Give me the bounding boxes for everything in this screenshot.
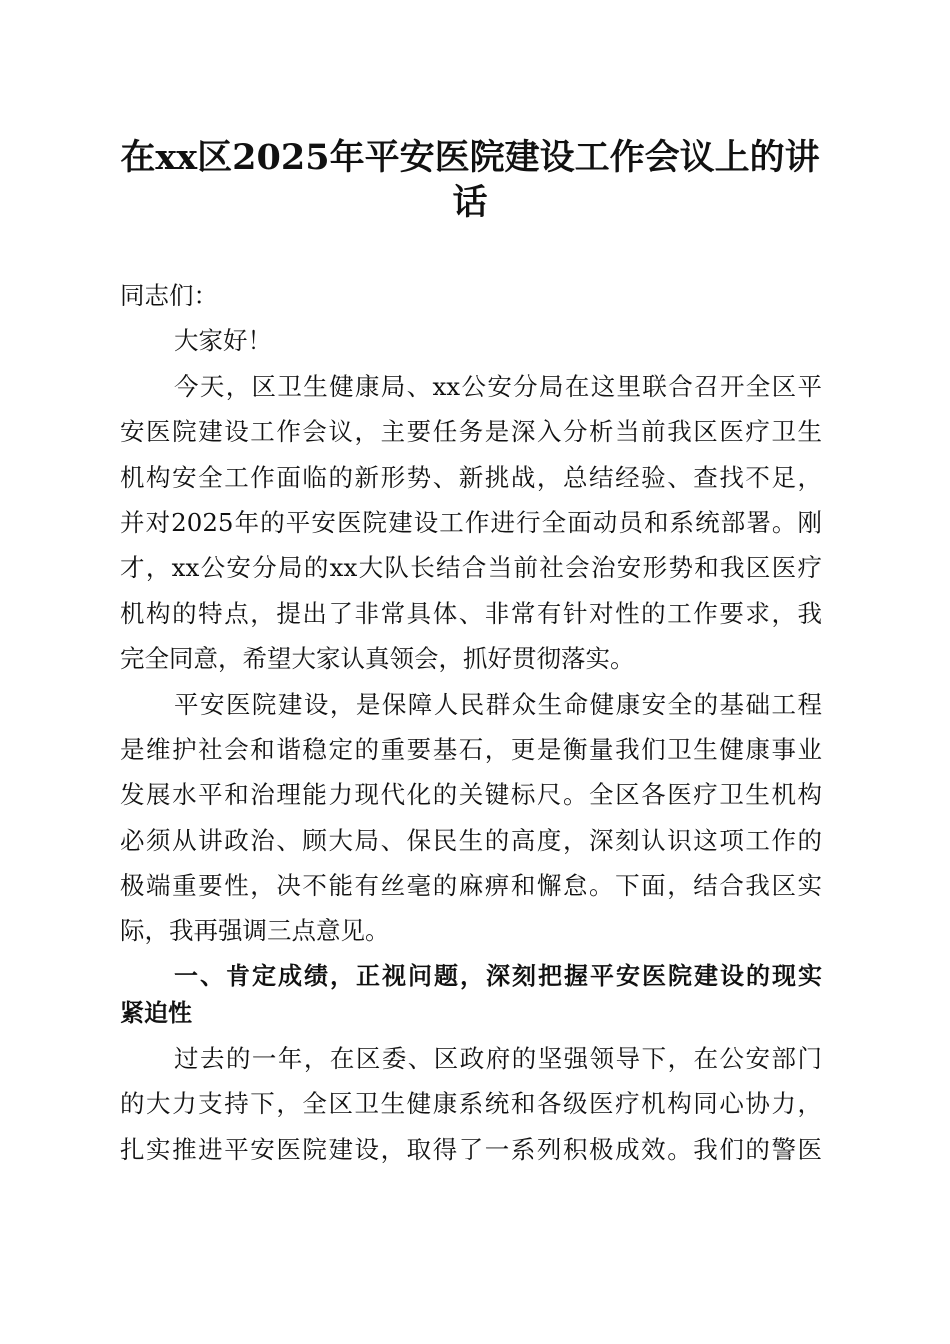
text-line: 扎实推进平安医院建设，取得了一系列积极成效。我们的警医 xyxy=(120,1134,822,1164)
text-line: 必须从讲政治、顾大局、保民生的高度，深刻认识这项工作的 xyxy=(120,825,822,855)
text-line: 安医院建设工作会议，主要任务是深入分析当前我区医疗卫生 xyxy=(120,417,822,447)
text-line: 紧迫性 xyxy=(120,998,192,1027)
paragraph xyxy=(120,318,822,363)
title-line-1: 在xx区2025年平安医院建设工作会议上的讲 xyxy=(120,137,820,178)
text-line: 今天，区卫生健康局、xx公安分局在这里联合召开全区平 xyxy=(174,371,822,401)
text-line: 机构安全工作面临的新形势、新挑战，总结经验、查找不足， xyxy=(120,462,822,492)
text-line: 的大力支持下，全区卫生健康系统和各级医疗机构同心协力， xyxy=(120,1089,822,1119)
paragraph xyxy=(120,364,822,682)
text-line: 同志们： xyxy=(120,281,218,310)
text-line: 才，xx公安分局的xx大队长结合当前社会治安形势和我区医疗 xyxy=(120,553,822,583)
text-line: 一、肯定成绩，正视问题，深刻把握平安医院建设的现实 xyxy=(174,961,822,990)
text-line: 过去的一年，在区委、区政府的坚强领导下，在公安部门 xyxy=(174,1043,822,1073)
text-line: 平安医院建设，是保障人民群众生命健康安全的基础工程 xyxy=(174,689,822,719)
document-title xyxy=(118,135,822,225)
paragraph xyxy=(120,682,822,954)
text-line: 是维护社会和谐稳定的重要基石，更是衡量我们卫生健康事业 xyxy=(120,734,822,764)
text-line: 并对2025年的平安医院建设工作进行全面动员和系统部署。刚 xyxy=(120,507,822,537)
text-line: 完全同意，希望大家认真领会，抓好贯彻落实。 xyxy=(120,644,635,674)
text-line: 大家好！ xyxy=(174,326,272,356)
title-line-2: 话 xyxy=(452,182,488,223)
text-line: 极端重要性，决不能有丝毫的麻痹和懈怠。下面，结合我区实 xyxy=(120,871,822,901)
text-line: 机构的特点，提出了非常具体、非常有针对性的工作要求，我 xyxy=(120,598,822,628)
paragraph xyxy=(120,273,822,318)
document-body xyxy=(120,273,822,1172)
text-line: 发展水平和治理能力现代化的关键标尺。全区各医疗卫生机构 xyxy=(120,780,822,810)
text-line: 际，我再强调三点意见。 xyxy=(120,916,390,946)
paragraph xyxy=(120,1036,822,1172)
section-heading xyxy=(120,958,822,1032)
